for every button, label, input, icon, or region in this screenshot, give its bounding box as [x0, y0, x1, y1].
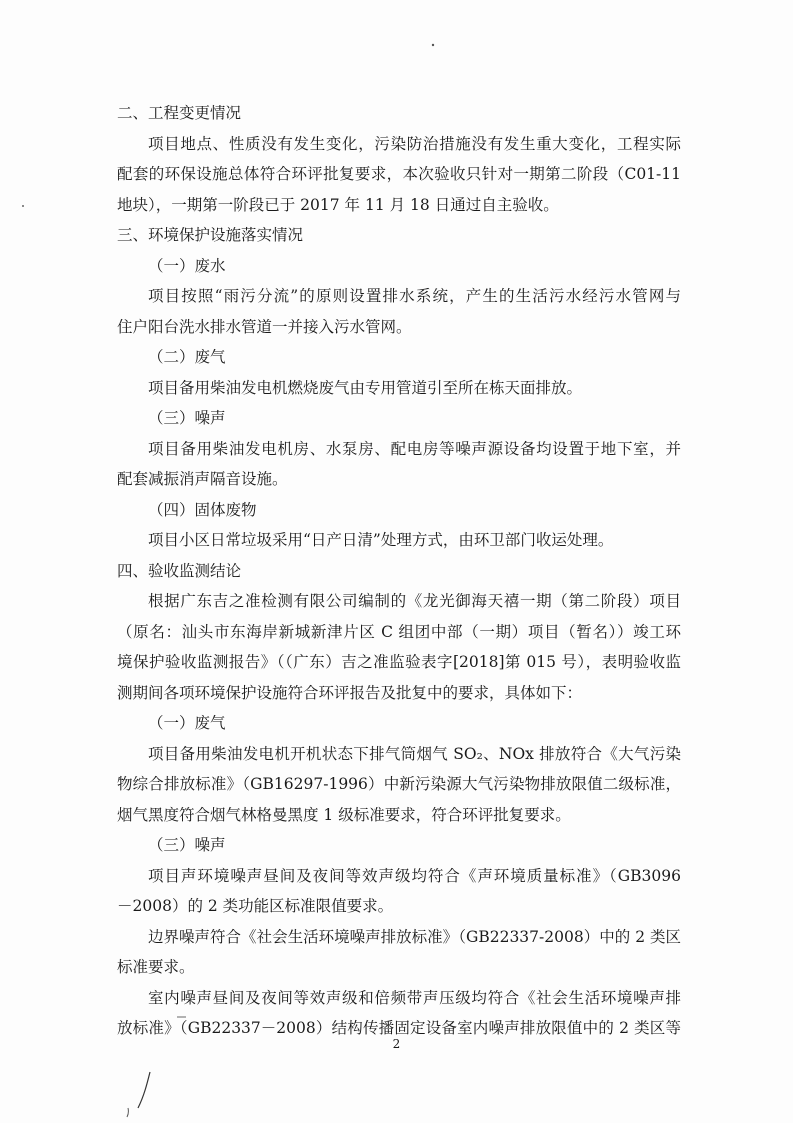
- subheading-wastewater: （一）废水: [148, 256, 226, 275]
- paragraph-line: 项目备用柴油发电机房、水泵房、配电房等噪声源设备均设置于地下室，并: [148, 439, 681, 458]
- subheading-noise: （三）噪声: [148, 409, 226, 427]
- paragraph-line: 项目小区日常垃圾采用“日产日清”处理方式，由环卫部门收运处理。: [148, 531, 614, 549]
- subheading-exhaust: （二）废气: [148, 348, 226, 366]
- paragraph-line: 项目按照“雨污分流”的原则设置排水系统，产生的生活污水经污水管网与: [148, 287, 681, 305]
- paragraph-line: 境保护验收监测报告》（（广东）吉之准监验表字[2018]第 015 号），表明验收监: [117, 653, 681, 671]
- scan-speck-mark: [176, 1014, 188, 1020]
- subheading-noise-result: （三）噪声: [148, 836, 226, 854]
- paragraph-line: 室内噪声昼间及夜间等效声级和倍频带声压级均符合《社会生活环境噪声排: [148, 988, 681, 1007]
- paragraph-line: （原名：汕头市东海岸新城新津片区 C 组团中部（一期）项目（暂名））竣工环: [117, 622, 681, 641]
- section-heading-facilities: 三、环境保护设施落实情况: [117, 226, 304, 244]
- paragraph-line: 边界噪声符合《社会生活环境噪声排放标准》（GB22337-2008）中的 2 类区: [148, 927, 681, 946]
- paragraph-line: 配套的环保设施总体符合环评批复要求，本次验收只针对一期第二阶段（C01-11: [117, 165, 681, 183]
- paragraph-line: 根据广东吉之准检测有限公司编制的《龙光御海天禧一期（第二阶段）项目: [148, 592, 681, 610]
- scan-speck-mark: [20, 203, 26, 209]
- paragraph-line: －2008）的 2 类功能区标准限值要求。: [117, 897, 394, 915]
- paragraph-line: 测期间各项环境保护设施符合环评报告及批复中的要求，具体如下：: [117, 683, 583, 702]
- subheading-solid-waste: （四）固体废物: [148, 500, 257, 519]
- page-number: 2: [392, 1037, 401, 1051]
- paragraph-line: 项目备用柴油发电机开机状态下排气筒烟气 SO₂、NOx 排放符合《大气污染: [148, 744, 681, 763]
- document-body: [117, 98, 681, 1044]
- paragraph-line: 物综合排放标准》（GB16297-1996）中新污染源大气污染物排放限值二级标准，: [117, 775, 681, 793]
- paragraph-line: 标准要求。: [117, 958, 195, 976]
- paragraph-line: 放标准》（GB22337－2008）结构传播固定设备室内噪声排放限值中的 2 类区等: [117, 1019, 681, 1037]
- paragraph-line: 项目备用柴油发电机燃烧废气由专用管道引至所在栋天面排放。: [148, 378, 583, 397]
- section-heading-conclusion: 四、验收监测结论: [117, 561, 242, 580]
- subheading-exhaust-result: （一）废气: [148, 714, 226, 732]
- paragraph-line: 项目声环境噪声昼间及夜间等效声级均符合《声环境质量标准》（GB3096: [148, 866, 681, 885]
- pen-stroke-mark: [120, 1068, 160, 1118]
- paragraph-line: 地块），一期第一阶段已于 2017 年 11 月 18 日通过自主验收。: [117, 195, 559, 214]
- paragraph-line: 配套减振消声隔音设施。: [117, 470, 288, 488]
- scan-speck-mark: [430, 42, 436, 48]
- paragraph-line: 住户阳台洗水排水管道一并接入污水管网。: [117, 317, 412, 336]
- paragraph-line: 烟气黑度符合烟气林格曼黑度 1 级标准要求，符合环评批复要求。: [117, 805, 571, 824]
- paragraph-line: 项目地点、性质没有发生变化，污染防治措施没有发生重大变化，工程实际: [148, 134, 681, 153]
- section-heading-changes: 二、工程变更情况: [117, 104, 242, 122]
